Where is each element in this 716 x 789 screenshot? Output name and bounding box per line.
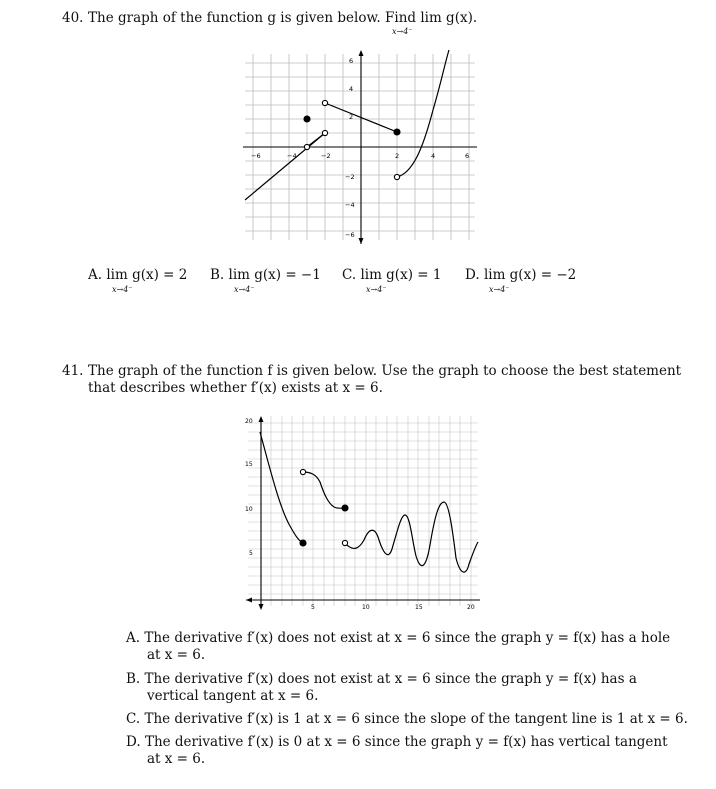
q40-open-point — [394, 174, 399, 179]
q41-xtick: 15 — [415, 604, 423, 611]
q41-choice-d-line2: at x = 6. — [147, 751, 206, 767]
q40-choice-b[interactable]: B. lim g(x) = −1 x→4⁻ — [210, 267, 321, 294]
q41-stem-line2: that describes whether f′(x) exists at x = 6. — [88, 380, 383, 396]
q41-open-point — [342, 540, 347, 545]
q41-ytick: 20 — [245, 418, 253, 425]
q41-xtick: 20 — [467, 604, 475, 611]
q40-closed-point — [304, 116, 310, 122]
q40-graph — [243, 48, 477, 246]
q40-xtick: −4 — [287, 152, 297, 160]
q41-graph — [240, 414, 480, 612]
q41-closed-point — [300, 540, 306, 546]
q40-xtick: 4 — [431, 152, 436, 160]
q40-xtick: −2 — [321, 152, 331, 160]
q40-open-point — [304, 144, 309, 149]
q40-ytick: −2 — [345, 173, 355, 181]
q41-open-point — [300, 469, 305, 474]
q41-stem-line1: The graph of the function f is given below. Use the graph to choose the best statement — [88, 363, 682, 379]
q40-stem: The graph of the function g is given below. Find lim g(x). — [88, 10, 478, 26]
q41-ytick: 10 — [245, 506, 253, 513]
q40-ytick: −4 — [345, 201, 355, 209]
q40-closed-point — [394, 129, 400, 135]
q41-choice-a[interactable]: A. The derivative f′(x) does not exist at x = 6 since the graph y = f(x) has a hole — [126, 630, 671, 646]
q40-curve-right — [397, 50, 449, 177]
q40-ytick: 2 — [349, 113, 354, 121]
q40-choice-a[interactable]: A. lim g(x) = 2 x→4⁻ — [88, 267, 188, 294]
q41-ytick: 15 — [245, 461, 253, 468]
q40-ytick: 6 — [349, 57, 354, 65]
q40-number: 40. — [62, 10, 84, 26]
q41-choice-b-line2: vertical tangent at x = 6. — [147, 688, 319, 704]
q40-curve-segment — [307, 133, 325, 147]
q40-xtick: 6 — [465, 152, 470, 160]
q40-open-point — [322, 100, 327, 105]
q41-closed-point — [342, 505, 348, 511]
q41-choice-b[interactable]: B. The derivative f′(x) does not exist at x = 6 since the graph y = f(x) has a — [126, 671, 637, 687]
q40-limit-subscript: x→4⁻ — [392, 27, 413, 36]
q41-choice-c[interactable]: C. The derivative f′(x) is 1 at x = 6 since the slope of the tangent line is 1 at x = 6. — [126, 711, 688, 727]
q40-open-point — [322, 130, 327, 135]
q40-axes — [243, 52, 477, 244]
q41-xtick: 10 — [362, 604, 370, 611]
q41-curve-seg1 — [260, 432, 303, 543]
q41-xtick: 5 — [311, 604, 315, 611]
q41-ytick: 5 — [249, 550, 253, 557]
q40-ytick: −6 — [345, 231, 355, 239]
q40-xtick: −6 — [251, 152, 261, 160]
q40-xtick: 2 — [395, 152, 400, 160]
q40-choice-c[interactable]: C. lim g(x) = 1 x→4⁻ — [342, 267, 442, 294]
q41-curve-seg3 — [345, 502, 478, 572]
q41-choice-a-line2: at x = 6. — [147, 647, 206, 663]
q41-choice-d[interactable]: D. The derivative f′(x) is 0 at x = 6 since the graph y = f(x) has vertical tangent — [126, 734, 668, 750]
q40-choice-d[interactable]: D. lim g(x) = −2 x→4⁻ — [465, 267, 577, 294]
q40-ytick: 4 — [349, 85, 354, 93]
q41-number: 41. — [62, 363, 84, 379]
